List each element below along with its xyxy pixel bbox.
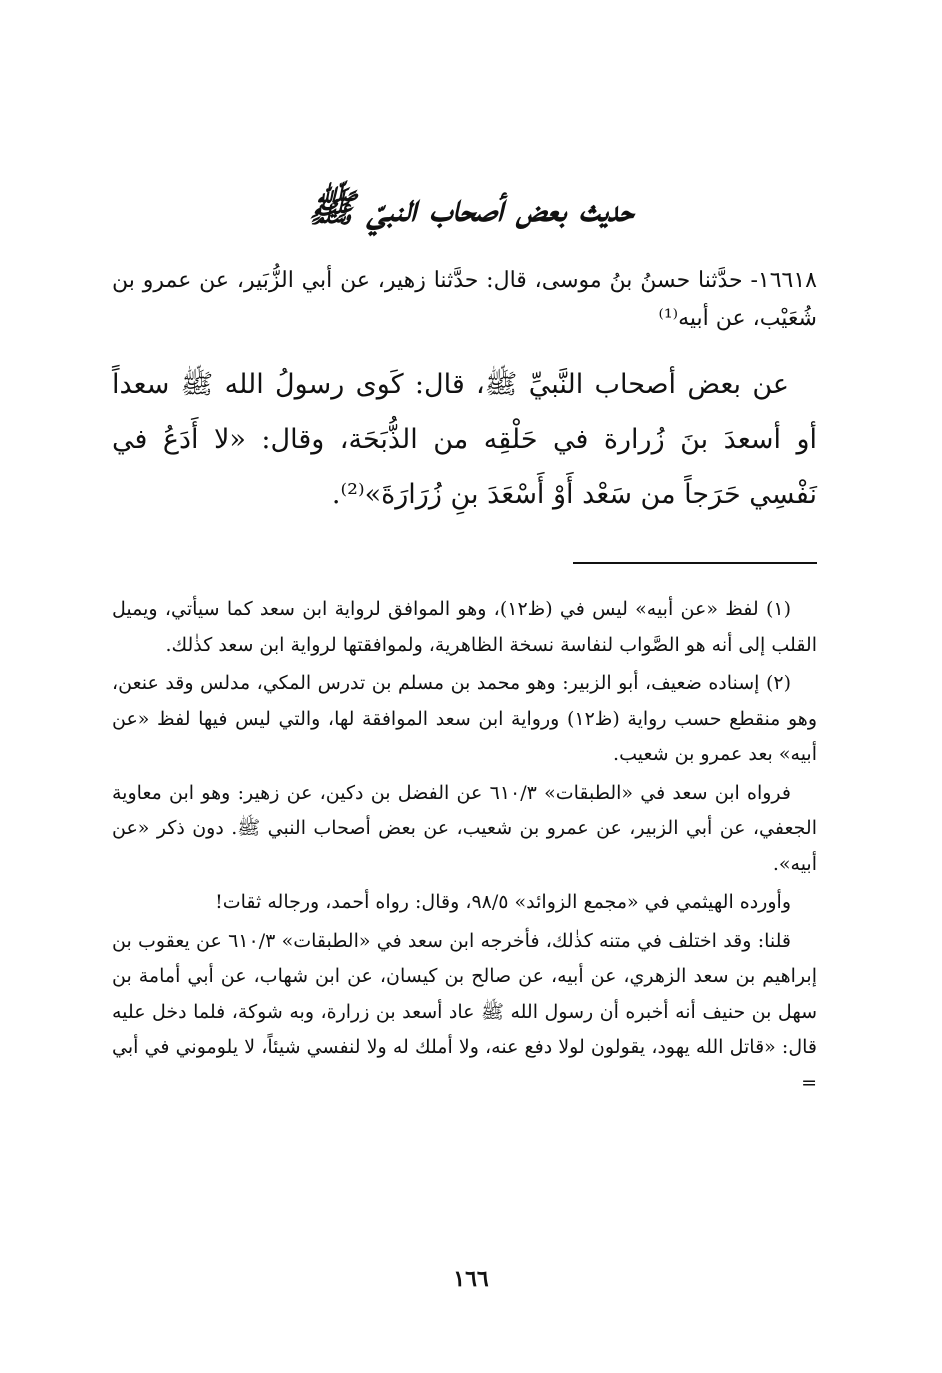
footnotes [112,592,817,1104]
hadith-matn [112,357,817,522]
matn-text: عن بعض أصحاب النَّبيِّ ﷺ، قال: كَوى رسولُ الله ﷺ سعداً أو أسعدَ بنَ زُرارة في حَلْقِه من الذُّبَحَة، وقال: «لا أَدَعُ في نَفْسِي حَرَجاً من سَعْد أَوْ أَسْعَدَ بنِ زُرَارَةَ»⁽²⁾. [112,369,817,510]
section-heading: حديث بعض أصحاب النبيّ ﷺ [308,185,634,230]
isnad-text: ١٦٦١٨- حدَّثنا حسنُ بنُ موسى، قال: حدَّثنا زهير، عن أبي الزُّبَير، عن عمرو بن شُعَيْب، عن أبيه⁽¹⁾ [112,268,817,331]
footnote-2-comment: قلنا: وقد اختلف في متنه كذٰلك، فأخرجه ابن سعد في «الطبقات» ٦١٠/٣ عن يعقوب بن إبراهيم بن سعد الزهري، عن أبيه، عن صالح بن كيسان، عن ابن شهاب، عن أبي أمامة بن سهل بن حنيف أنه أخبره أن رسول الله ﷺ عاد أسعد بن زرارة، وبه شوكة، فلما دخل عليه قال: «قاتل الله يهود، يقولون لولا دفع عنه، ولا أملك له ولا لنفسي شيئاً، لا يلوموني في أبي = [112,929,817,1094]
hadith-isnad [112,262,817,338]
page-number: ١٦٦ [453,1266,489,1292]
footnote-separator [573,562,817,564]
footnote-2: (٢) إسناده ضعيف، أبو الزبير: وهو محمد بن مسلم بن تدرس المكي، مدلس وقد عنعن، وهو منقطع حسب رواية (ظ١٢) ورواية ابن سعد الموافقة لها، والتي ليس فيها لفظ «عن أبيه» بعد عمرو بن شعيب. [112,672,817,765]
footnote-2-haythami: وأورده الهيثمي في «مجمع الزوائد» ٩٨/٥، وقال: رواه أحمد، ورجاله ثقات! [215,891,791,913]
footnote-1: (١) لفظ «عن أبيه» ليس في (ظ١٢)، وهو الموافق لرواية ابن سعد كما سيأتي، ويميل القلب إلى أنه هو الصَّواب لنفاسة نسخة الظاهرية، ولموافقتها لرواية ابن سعد كذٰلك. [112,598,817,656]
footnote-2-takhrij: فرواه ابن سعد في «الطبقات» ٦١٠/٣ عن الفضل بن دكين، عن زهير: وهو ابن معاوية الجعفي، عن أبي الزبير، عن عمرو بن شعيب، عن بعض أصحاب النبي ﷺ. دون ذكر «عن أبيه». [112,781,817,875]
